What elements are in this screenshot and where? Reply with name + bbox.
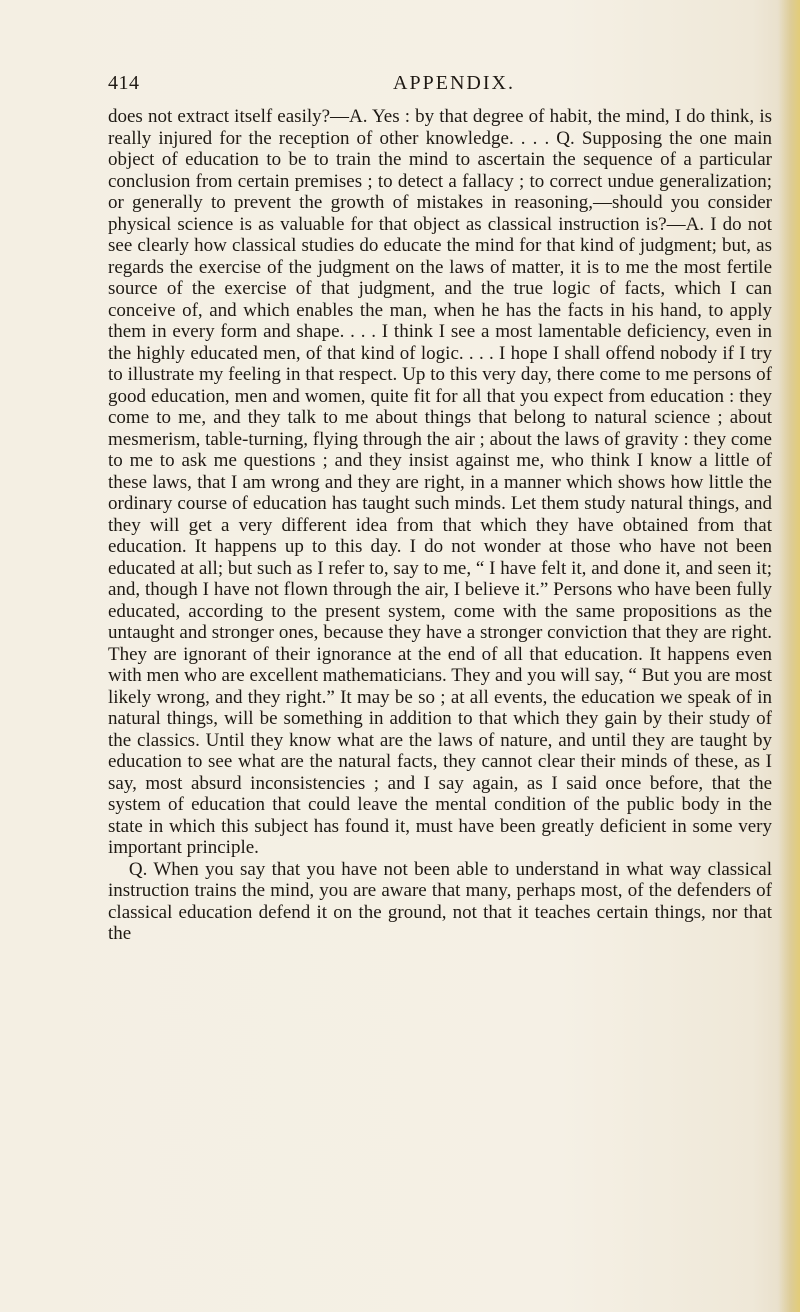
body-text — [108, 106, 772, 945]
paragraph: Q. When you say that you have not been able to understand in what way classical instruction trains the mind, you are aware that many, perhaps most, of the defenders of classical education defend it on the ground, not that it teaches certain things, nor that the — [108, 858, 772, 944]
paragraph: does not extract itself easily?—A. Yes : by that degree of habit, the mind, I do think, is really injured for the reception of other knowledge. . . . Q. Supposing the one main object of education to be to train the mind to ascertain the sequence of a particular conclusion from certain premises ; to detect a fallacy ; to correct undue generalization; or generally to prevent the growth of mistakes in reasoning,—should you consider physical science is as valuable for that object as classical instruction is?—A. I do not see clearly how classical studies do educate the mind for that kind of judgment; but, as regards the exercise of the judgment on the laws of matter, it is to me the most fertile source of the exercise of that judgment, and the true logic of facts, which I can conceive of, and which enables the man, when he has the facts in his hand, to apply them in every form and shape. . . . I think I see a most lamentable deficiency, even in the highly educated men, of that kind of logic. . . . I hope I shall offend nobody if I try to illustrate my feeling in that respect. Up to this very day, there come to me persons of good education, men and women, quite fit for all that you expect from education : they come to me, and they talk to me about things that belong to natural science ; about mesmerism, table-turning, flying through the air ; about the laws of gravity : they come to me to ask me questions ; and they insist against me, who think I know a little of these laws, that I am wrong and they are right, in a manner which shows how little the ordinary course of education has taught such minds. Let them study natural things, and they will get a very different idea from that which they have obtained from that education. It happens up to this day. I do not wonder at those who have not been educated at all; but such as I refer to, say to me, “ I have felt it, and done it, and seen it; and, though I have not flown through the air, I believe it.” Persons who have been fully educated, according to the present system, come with the same propositions as the untaught and stronger ones, because they have a stronger conviction that they are right. They are ignorant of their ignorance at the end of all that education. It happens even with men who are excellent mathematicians. They and you will say, “ But you are most likely wrong, and they right.” It may be so ; at all events, the education we speak of in natural things, will be something in addition to that which they gain by their study of the classics. Until they know what are the laws of nature, and until they are taught by education to see what are the natural facts, they cannot clear their minds of these, as I say, most absurd inconsistencies ; and I say again, as I said once before, that the system of education that could leave the mental condition of the public body in the state in which this subject has found it, must have been greatly deficient in some very important principle. — [108, 106, 772, 858]
running-head: APPENDIX. — [393, 72, 515, 94]
page-header — [108, 72, 780, 102]
page-number: 414 — [108, 72, 140, 94]
page-edge — [778, 0, 800, 1312]
